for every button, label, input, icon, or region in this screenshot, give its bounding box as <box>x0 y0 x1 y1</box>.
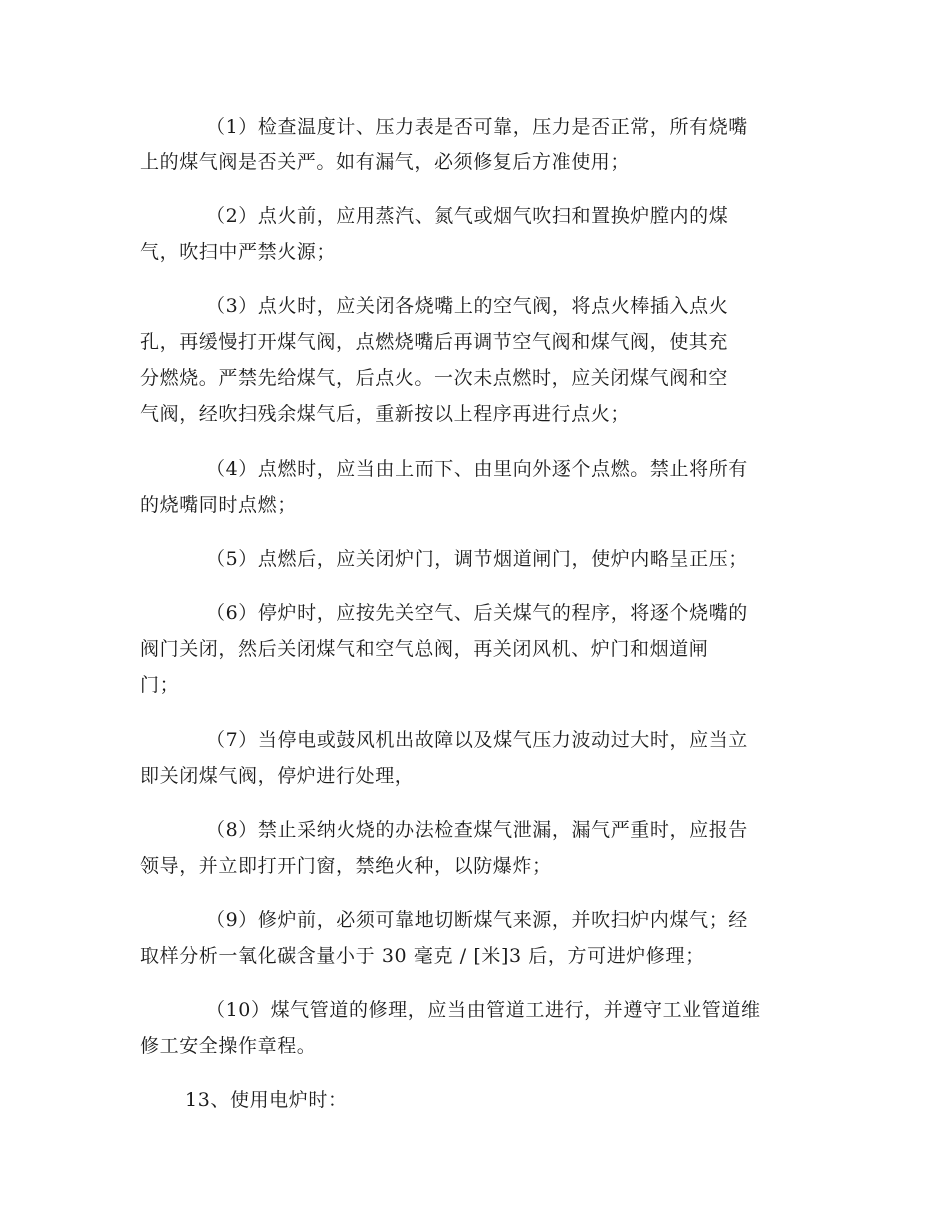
paragraph-line: （6）停炉时，应按先关空气、后关煤气的程序，将逐个烧嘴的 <box>206 602 748 624</box>
paragraph-line: 领导，并立即打开门窗，禁绝火种，以防爆炸； <box>140 855 552 877</box>
paragraph-line: （4）点燃时，应当由上而下、由里向外逐个点燃。禁止将所有 <box>206 458 748 480</box>
paragraph-line: （2）点火前，应用蒸汽、氮气或烟气吹扫和置换炉膛内的煤 <box>206 205 729 227</box>
paragraph-line: （1）检查温度计、压力表是否可靠，压力是否正常，所有烧嘴 <box>206 116 748 138</box>
paragraph-line: 上的煤气阀是否关严。如有漏气，必须修复后方准使用； <box>140 151 631 173</box>
section-heading: 13、使用电炉时： <box>185 1089 348 1111</box>
paragraph-line: 分燃烧。严禁先给煤气，后点火。一次未点燃时，应关闭煤气阀和空 <box>140 367 729 389</box>
paragraph-line: （5）点燃后，应关闭炉门，调节烟道闸门，使炉内略呈正压； <box>206 548 748 570</box>
paragraph-line: 的烧嘴同时点燃； <box>140 494 297 516</box>
paragraph-line: 取样分析一氧化碳含量小于 30 毫克 / [米]3 后，方可进炉修理； <box>140 945 705 967</box>
paragraph-line: （8）禁止采纳火烧的办法检查煤气泄漏，漏气严重时，应报告 <box>206 819 748 841</box>
paragraph-line: （3）点火时，应关闭各烧嘴上的空气阀，将点火棒插入点火 <box>206 295 729 317</box>
paragraph-line: （9）修炉前，必须可靠地切断煤气来源，并吹扫炉内煤气；经 <box>206 909 748 931</box>
paragraph-line: 即关闭煤气阀，停炉进行处理， <box>140 765 415 787</box>
paragraph-line: 气，吹扫中严禁火源； <box>140 241 337 263</box>
paragraph-line: 阀门关闭，然后关闭煤气和空气总阀，再关闭风机、炉门和烟道闸 <box>140 638 709 660</box>
paragraph-line: 门； <box>140 674 180 696</box>
paragraph-line: 气阀，经吹扫残余煤气后，重新按以上程序再进行点火； <box>140 403 631 425</box>
paragraph-line: （10）煤气管道的修理，应当由管道工进行，并遵守工业管道维 <box>206 999 761 1021</box>
paragraph-line: 孔，再缓慢打开煤气阀，点燃烧嘴后再调节空气阀和煤气阀，使其充 <box>140 331 729 353</box>
paragraph-line: 修工安全操作章程。 <box>140 1035 317 1057</box>
paragraph-line: （7）当停电或鼓风机出故障以及煤气压力波动过大时，应当立 <box>206 729 748 751</box>
